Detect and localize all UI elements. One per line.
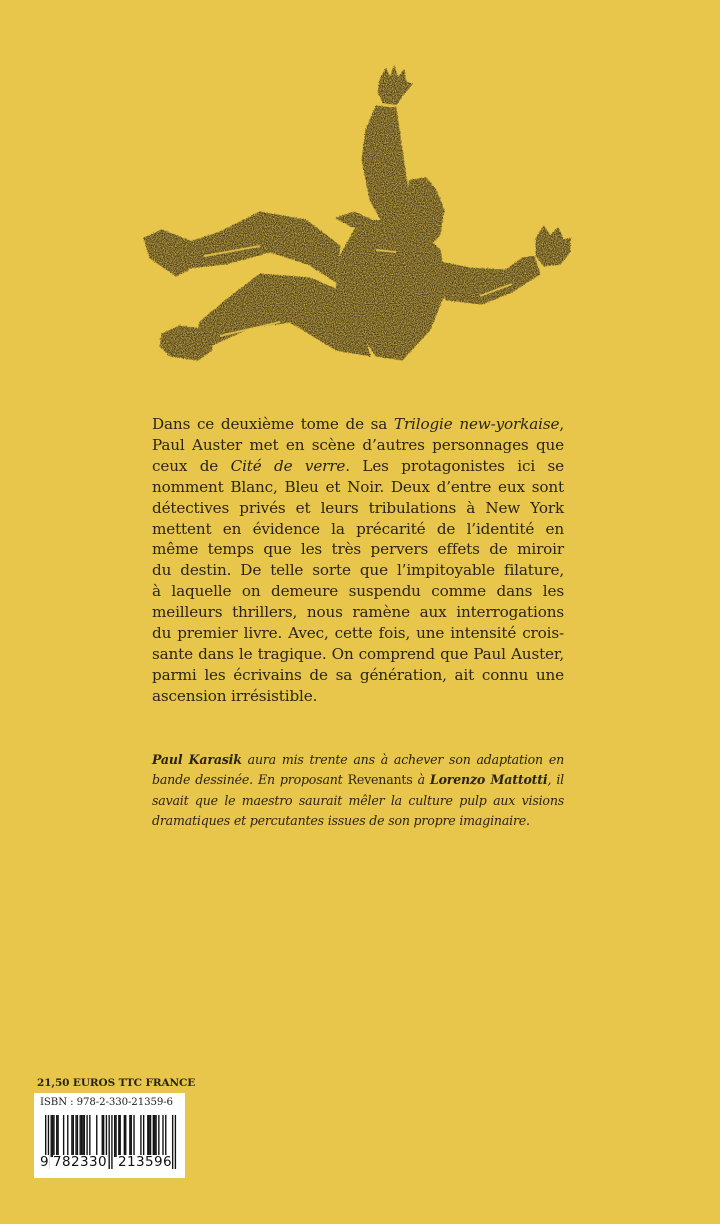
synopsis-paragraph [152,414,564,707]
synopsis-line: mettent en évidence la précarité de l’identité en [152,519,564,538]
falling-man-illustration [140,60,580,380]
synopsis-line: du premier livre. Avec, cette fois, une intensité crois- [152,624,564,643]
synopsis-line: à laquelle on demeure suspendu comme dans les [152,582,564,601]
synopsis-line: même temps que les très pervers effets de miroir [152,540,564,559]
synopsis-line: ascension irrésistible. [152,686,318,705]
credits-line: bande dessinée. En proposant Revenants à Lorenzo Mattotti, il [152,772,564,788]
synopsis-line: du destin. De telle sorte que l’impitoyable filature, [152,561,564,580]
isbn-label: ISBN : 978-2-330-21359-6 [40,1097,173,1108]
credits-line: savait que le maestro saurait mêler la culture pulp aux visions [152,792,564,808]
credits-line: dramatiques et percutantes issues de son propre imaginaire. [152,812,530,828]
synopsis-line: ceux de Cité de verre. Les protagonistes ici se [152,456,564,475]
barcode-box [34,1093,185,1178]
synopsis-line: Paul Auster met en scène d’autres personnages que [152,435,564,454]
synopsis-line: détectives privés et leurs tribulations à New York [152,498,564,517]
ean-digit-group-2: 213596 [118,1154,172,1170]
price-label: 21,50 EUROS TTC FRANCE [37,1077,196,1089]
synopsis-line: nomment Blanc, Bleu et Noir. Deux d’entre eux sont [152,477,564,496]
synopsis-line: parmi les écrivains de sa génération, ait connu une [152,665,564,684]
synopsis-line: meilleurs thrillers, nous ramène aux interrogations [152,603,564,622]
synopsis-line: Dans ce deuxième tome de sa Trilogie new-yorkaise, [152,415,564,433]
ean-digit-group-1: 782330 [53,1154,107,1170]
credits-paragraph [152,750,564,831]
ean-digit-lead: 9 [40,1154,49,1170]
synopsis-line: sante dans le tragique. On comprend que Paul Auster, [152,644,564,663]
credits-line: Paul Karasik aura mis trente ans à achever son adaptation en [152,752,564,767]
